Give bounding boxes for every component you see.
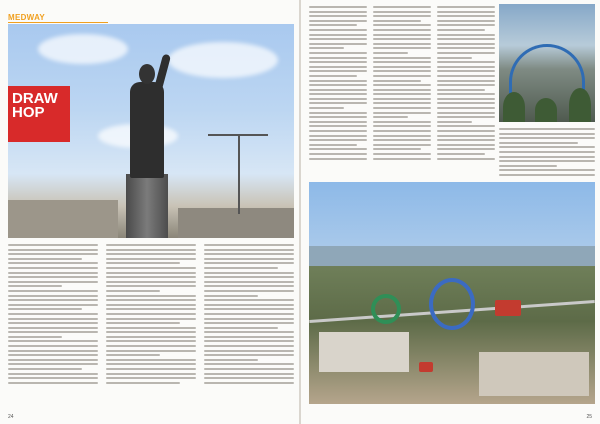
- text-line-placeholder: [106, 340, 196, 342]
- text-line-placeholder: [373, 11, 431, 13]
- text-line-placeholder: [106, 272, 196, 274]
- text-line-placeholder: [309, 38, 367, 40]
- text-line-placeholder: [373, 20, 421, 22]
- text-line-placeholder: [437, 153, 485, 155]
- coaster-loop: [429, 278, 475, 330]
- text-line-placeholder: [437, 15, 495, 17]
- text-line-placeholder: [373, 98, 431, 100]
- text-line-placeholder: [106, 354, 160, 356]
- text-line-placeholder: [8, 368, 82, 370]
- text-line-placeholder: [373, 107, 431, 109]
- text-line-placeholder: [106, 373, 196, 375]
- text-column-1: [8, 244, 98, 386]
- text-line-placeholder: [204, 336, 294, 338]
- text-line-placeholder: [309, 24, 357, 26]
- text-line-placeholder: [309, 80, 367, 82]
- text-line-placeholder: [8, 281, 98, 283]
- crane-jib: [208, 134, 268, 136]
- photo-theme-park-aerial: [309, 182, 595, 404]
- text-line-placeholder: [437, 70, 495, 72]
- text-line-placeholder: [204, 363, 294, 365]
- text-line-placeholder: [8, 304, 98, 306]
- text-line-placeholder: [437, 11, 495, 13]
- text-line-placeholder: [499, 160, 595, 162]
- text-line-placeholder: [373, 75, 431, 77]
- text-line-placeholder: [309, 148, 367, 150]
- text-line-placeholder: [437, 116, 495, 118]
- text-line-placeholder: [106, 345, 196, 347]
- building-roof: [479, 352, 589, 396]
- section-heading: [8, 13, 48, 22]
- coaster-loop: [371, 294, 401, 324]
- text-line-placeholder: [106, 290, 160, 292]
- text-column-7: [499, 128, 595, 179]
- section-rule: [8, 22, 108, 23]
- text-line-placeholder: [373, 38, 431, 40]
- text-line-placeholder: [309, 158, 367, 160]
- text-line-placeholder: [309, 70, 367, 72]
- text-line-placeholder: [373, 61, 431, 63]
- text-line-placeholder: [8, 313, 98, 315]
- text-line-placeholder: [8, 258, 82, 260]
- text-line-placeholder: [437, 130, 495, 132]
- text-line-placeholder: [204, 244, 294, 246]
- text-line-placeholder: [204, 382, 294, 384]
- text-line-placeholder: [8, 299, 98, 301]
- text-line-placeholder: [204, 299, 294, 301]
- building: [178, 208, 294, 238]
- tree: [569, 88, 591, 122]
- text-line-placeholder: [373, 112, 431, 114]
- text-line-placeholder: [106, 249, 196, 251]
- sign-line-2: HOP: [12, 104, 45, 121]
- text-line-placeholder: [106, 267, 196, 269]
- text-line-placeholder: [373, 34, 431, 36]
- coaster-track: [509, 44, 585, 94]
- text-line-placeholder: [309, 34, 367, 36]
- text-line-placeholder: [437, 24, 495, 26]
- text-line-placeholder: [309, 20, 367, 22]
- text-line-placeholder: [309, 107, 344, 109]
- text-line-placeholder: [8, 350, 98, 352]
- text-line-placeholder: [204, 327, 278, 329]
- text-line-placeholder: [106, 281, 196, 283]
- text-line-placeholder: [106, 368, 196, 370]
- text-line-placeholder: [8, 272, 98, 274]
- sign-line-1: DRAW: [12, 90, 58, 107]
- statue-plinth: [126, 174, 168, 238]
- left-page: [0, 0, 299, 424]
- text-line-placeholder: [309, 57, 367, 59]
- text-line-placeholder: [373, 6, 431, 8]
- text-line-placeholder: [106, 318, 196, 320]
- right-page: [301, 0, 600, 424]
- text-line-placeholder: [437, 57, 472, 59]
- hero-photo-statue: [8, 24, 294, 238]
- text-line-placeholder: [437, 139, 495, 141]
- text-line-placeholder: [309, 11, 367, 13]
- text-line-placeholder: [8, 295, 98, 297]
- text-line-placeholder: [309, 139, 367, 141]
- text-line-placeholder: [309, 84, 367, 86]
- text-line-placeholder: [437, 6, 495, 8]
- text-line-placeholder: [309, 66, 367, 68]
- text-line-placeholder: [106, 295, 196, 297]
- text-line-placeholder: [204, 368, 294, 370]
- text-line-placeholder: [373, 125, 431, 127]
- text-line-placeholder: [309, 153, 367, 155]
- text-line-placeholder: [8, 322, 98, 324]
- text-line-placeholder: [373, 70, 431, 72]
- text-line-placeholder: [106, 331, 196, 333]
- text-line-placeholder: [437, 66, 495, 68]
- text-line-placeholder: [106, 262, 180, 264]
- text-line-placeholder: [8, 276, 98, 278]
- text-line-placeholder: [373, 89, 431, 91]
- text-line-placeholder: [373, 130, 431, 132]
- text-line-placeholder: [373, 84, 431, 86]
- text-line-placeholder: [106, 363, 196, 365]
- text-line-placeholder: [106, 258, 196, 260]
- text-line-placeholder: [204, 253, 294, 255]
- text-line-placeholder: [437, 102, 495, 104]
- text-line-placeholder: [204, 308, 294, 310]
- text-line-placeholder: [499, 156, 595, 158]
- text-line-placeholder: [204, 290, 294, 292]
- text-line-placeholder: [437, 52, 495, 54]
- text-line-placeholder: [437, 34, 495, 36]
- crane: [238, 134, 240, 214]
- text-line-placeholder: [8, 373, 98, 375]
- text-line-placeholder: [437, 84, 495, 86]
- text-line-placeholder: [204, 267, 278, 269]
- text-line-placeholder: [8, 336, 62, 338]
- statue-figure: [130, 82, 164, 178]
- text-line-placeholder: [309, 130, 367, 132]
- text-line-placeholder: [437, 93, 495, 95]
- text-line-placeholder: [437, 148, 495, 150]
- building-roof: [319, 332, 409, 372]
- text-column-5: [373, 6, 431, 162]
- text-line-placeholder: [309, 112, 367, 114]
- text-line-placeholder: [204, 249, 294, 251]
- text-line-placeholder: [106, 327, 196, 329]
- text-line-placeholder: [437, 61, 495, 63]
- text-line-placeholder: [8, 377, 98, 379]
- text-line-placeholder: [204, 331, 294, 333]
- text-column-6: [437, 6, 495, 162]
- text-line-placeholder: [309, 121, 367, 123]
- text-line-placeholder: [204, 285, 294, 287]
- text-line-placeholder: [204, 359, 258, 361]
- text-line-placeholder: [437, 98, 495, 100]
- text-line-placeholder: [106, 308, 196, 310]
- text-line-placeholder: [499, 165, 557, 167]
- text-line-placeholder: [373, 116, 408, 118]
- text-line-placeholder: [373, 93, 431, 95]
- text-line-placeholder: [309, 43, 367, 45]
- text-line-placeholder: [309, 125, 367, 127]
- draw-hop-sign: [8, 86, 70, 142]
- cloud: [168, 42, 278, 78]
- text-line-placeholder: [106, 377, 196, 379]
- text-line-placeholder: [309, 93, 367, 95]
- text-line-placeholder: [204, 258, 294, 260]
- text-line-placeholder: [373, 29, 431, 31]
- text-line-placeholder: [8, 345, 98, 347]
- text-line-placeholder: [499, 146, 595, 148]
- text-line-placeholder: [8, 359, 98, 361]
- text-line-placeholder: [499, 128, 595, 130]
- page-number-right: 25: [586, 414, 592, 420]
- text-line-placeholder: [8, 308, 82, 310]
- text-column-2: [106, 244, 196, 386]
- page-number-left: 24: [8, 414, 14, 420]
- text-line-placeholder: [8, 249, 98, 251]
- text-line-placeholder: [309, 29, 367, 31]
- text-line-placeholder: [499, 133, 595, 135]
- building: [8, 200, 118, 238]
- text-line-placeholder: [437, 112, 495, 114]
- text-line-placeholder: [106, 382, 180, 384]
- text-line-placeholder: [373, 15, 431, 17]
- text-line-placeholder: [204, 377, 294, 379]
- text-line-placeholder: [499, 151, 595, 153]
- text-line-placeholder: [373, 158, 431, 160]
- text-line-placeholder: [204, 295, 258, 297]
- text-line-placeholder: [204, 345, 294, 347]
- text-line-placeholder: [309, 47, 344, 49]
- text-line-placeholder: [499, 169, 595, 171]
- text-line-placeholder: [373, 57, 431, 59]
- text-line-placeholder: [204, 272, 294, 274]
- text-line-placeholder: [106, 244, 196, 246]
- text-line-placeholder: [8, 327, 98, 329]
- text-line-placeholder: [437, 43, 495, 45]
- text-line-placeholder: [437, 29, 485, 31]
- text-line-placeholder: [437, 75, 495, 77]
- text-line-placeholder: [8, 340, 98, 342]
- text-line-placeholder: [373, 144, 431, 146]
- text-line-placeholder: [204, 313, 294, 315]
- text-line-placeholder: [204, 281, 294, 283]
- text-line-placeholder: [437, 158, 495, 160]
- text-line-placeholder: [373, 153, 431, 155]
- text-line-placeholder: [204, 276, 294, 278]
- text-line-placeholder: [373, 102, 431, 104]
- text-line-placeholder: [8, 382, 98, 384]
- tree: [503, 92, 525, 122]
- ride-structure: [419, 362, 433, 372]
- text-line-placeholder: [437, 38, 495, 40]
- text-line-placeholder: [437, 80, 495, 82]
- text-column-4: [309, 6, 367, 162]
- estuary: [309, 246, 595, 266]
- text-line-placeholder: [8, 331, 98, 333]
- text-line-placeholder: [373, 148, 421, 150]
- text-line-placeholder: [204, 262, 294, 264]
- text-line-placeholder: [373, 121, 431, 123]
- text-line-placeholder: [309, 135, 367, 137]
- text-line-placeholder: [8, 363, 98, 365]
- text-line-placeholder: [309, 6, 367, 8]
- text-line-placeholder: [437, 135, 495, 137]
- text-line-placeholder: [309, 89, 367, 91]
- text-line-placeholder: [309, 98, 367, 100]
- text-line-placeholder: [373, 135, 431, 137]
- text-line-placeholder: [437, 107, 495, 109]
- text-line-placeholder: [106, 276, 196, 278]
- text-line-placeholder: [309, 15, 367, 17]
- text-line-placeholder: [309, 116, 367, 118]
- text-line-placeholder: [204, 304, 294, 306]
- text-line-placeholder: [204, 350, 294, 352]
- text-line-placeholder: [8, 285, 62, 287]
- text-line-placeholder: [106, 253, 196, 255]
- text-line-placeholder: [8, 253, 98, 255]
- text-line-placeholder: [8, 267, 98, 269]
- text-line-placeholder: [106, 322, 180, 324]
- text-line-placeholder: [8, 354, 98, 356]
- text-line-placeholder: [204, 340, 294, 342]
- text-line-placeholder: [106, 285, 196, 287]
- text-line-placeholder: [437, 144, 495, 146]
- text-line-placeholder: [106, 359, 196, 361]
- photo-rollercoaster-closeup: [499, 4, 595, 122]
- text-line-placeholder: [8, 318, 98, 320]
- tree: [535, 98, 557, 122]
- text-line-placeholder: [309, 144, 357, 146]
- text-line-placeholder: [106, 336, 196, 338]
- text-line-placeholder: [373, 80, 421, 82]
- text-line-placeholder: [204, 354, 294, 356]
- text-line-placeholder: [106, 304, 196, 306]
- section-title: MEDWAY: [8, 13, 46, 22]
- text-line-placeholder: [106, 299, 196, 301]
- statue-arm: [153, 54, 171, 95]
- text-line-placeholder: [309, 102, 367, 104]
- text-line-placeholder: [309, 75, 357, 77]
- text-line-placeholder: [8, 262, 98, 264]
- text-line-placeholder: [8, 290, 98, 292]
- text-line-placeholder: [437, 121, 472, 123]
- text-line-placeholder: [373, 43, 431, 45]
- text-line-placeholder: [373, 139, 431, 141]
- text-line-placeholder: [437, 47, 495, 49]
- text-line-placeholder: [106, 350, 196, 352]
- text-line-placeholder: [373, 24, 431, 26]
- text-line-placeholder: [437, 125, 495, 127]
- text-line-placeholder: [8, 244, 98, 246]
- text-line-placeholder: [204, 318, 294, 320]
- statue-head: [139, 64, 155, 84]
- text-line-placeholder: [373, 66, 431, 68]
- text-line-placeholder: [309, 52, 367, 54]
- text-line-placeholder: [499, 142, 578, 144]
- text-line-placeholder: [204, 322, 294, 324]
- text-column-3: [204, 244, 294, 386]
- text-line-placeholder: [499, 174, 595, 176]
- text-line-placeholder: [106, 313, 196, 315]
- text-line-placeholder: [373, 52, 408, 54]
- ride-structure: [495, 300, 521, 316]
- text-line-placeholder: [499, 137, 595, 139]
- text-line-placeholder: [373, 47, 431, 49]
- text-line-placeholder: [437, 20, 495, 22]
- cloud: [38, 34, 128, 64]
- text-line-placeholder: [309, 61, 367, 63]
- text-line-placeholder: [204, 373, 294, 375]
- text-line-placeholder: [437, 89, 485, 91]
